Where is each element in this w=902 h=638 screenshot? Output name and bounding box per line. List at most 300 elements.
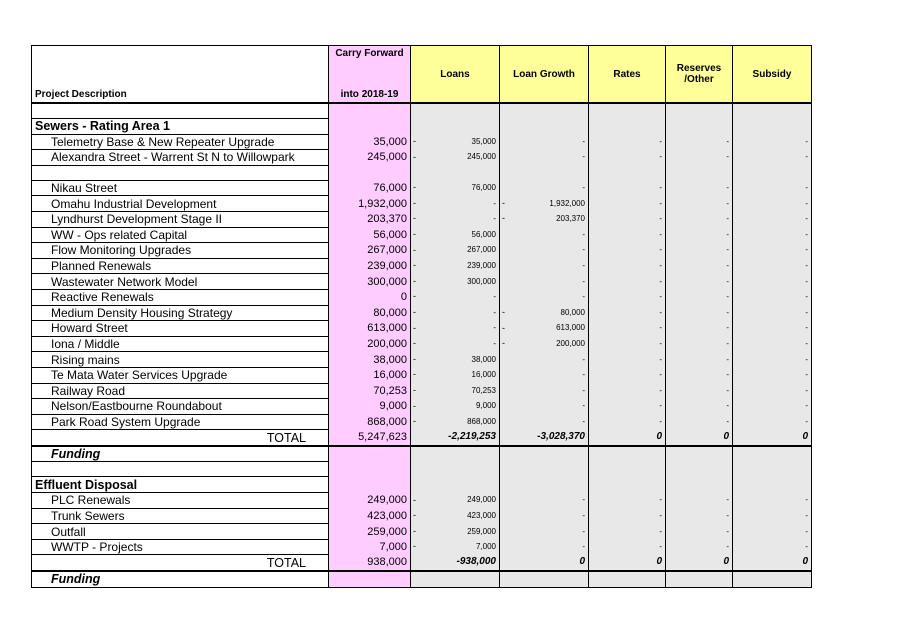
rates-value-value: - bbox=[659, 339, 662, 349]
loans-value-value: 70,253 bbox=[471, 385, 496, 395]
rates-value bbox=[589, 289, 666, 305]
rates-value-value: - bbox=[659, 385, 662, 395]
loan-growth-value bbox=[500, 508, 589, 524]
blank-grey-cell bbox=[500, 462, 589, 477]
loans-value bbox=[411, 524, 500, 540]
total-rates: 0 bbox=[589, 555, 666, 571]
blank-grey-cell bbox=[666, 462, 733, 477]
loans-value-value: 300,000 bbox=[467, 276, 496, 286]
leading-dash: - bbox=[413, 260, 416, 271]
funding-grey-cell bbox=[666, 446, 733, 462]
table-row bbox=[32, 150, 812, 166]
table-body bbox=[32, 103, 812, 587]
reserves-value-value: - bbox=[726, 526, 729, 536]
project-description: Park Road System Upgrade bbox=[32, 414, 329, 430]
loan-growth-value bbox=[500, 539, 589, 555]
rates-value-value: - bbox=[659, 354, 662, 364]
funding-cf-cell bbox=[329, 446, 411, 462]
table-row bbox=[32, 383, 812, 399]
loans-value bbox=[411, 289, 500, 305]
loan-growth-value-value: 203,370 bbox=[556, 214, 585, 224]
rates-value bbox=[589, 524, 666, 540]
section-cf-cell bbox=[329, 119, 411, 135]
reserves-value-value: - bbox=[726, 214, 729, 224]
blank-grey-cell bbox=[589, 462, 666, 477]
loans-value-value: 249,000 bbox=[467, 495, 496, 505]
project-description: Wastewater Network Model bbox=[32, 274, 329, 290]
carry-forward-value: 423,000 bbox=[329, 508, 411, 524]
subsidy-value bbox=[733, 211, 812, 227]
subsidy-value-value: - bbox=[805, 416, 808, 426]
subsidy-value-value: - bbox=[805, 510, 808, 520]
loans-value-value: 35,000 bbox=[471, 136, 496, 146]
loans-value-value: 239,000 bbox=[467, 261, 496, 271]
subsidy-value-value: - bbox=[805, 323, 808, 333]
table-row bbox=[32, 508, 812, 524]
rates-value-value: - bbox=[659, 276, 662, 286]
table-row bbox=[32, 305, 812, 321]
rates-value bbox=[589, 196, 666, 212]
reserves-value-value: - bbox=[726, 510, 729, 520]
reserves-value-value: - bbox=[726, 229, 729, 239]
rates-value-value: - bbox=[659, 416, 662, 426]
loan-growth-value bbox=[500, 196, 589, 212]
reserves-value bbox=[666, 196, 733, 212]
section-grey-cell bbox=[733, 119, 812, 135]
section-grey-cell bbox=[666, 477, 733, 493]
loans-value bbox=[411, 321, 500, 337]
loan-growth-value-value: - bbox=[582, 229, 585, 239]
loan-growth-value-value: - bbox=[582, 401, 585, 411]
loan-growth-value bbox=[500, 289, 589, 305]
loans-value-value: - bbox=[493, 292, 496, 302]
project-description: WW - Ops related Capital bbox=[32, 227, 329, 243]
rates-value bbox=[589, 383, 666, 399]
rates-value bbox=[589, 321, 666, 337]
funding-grey-cell bbox=[500, 446, 589, 462]
leading-dash: - bbox=[413, 136, 416, 147]
loans-value bbox=[411, 180, 500, 196]
table-row bbox=[32, 258, 812, 274]
loans-value bbox=[411, 134, 500, 150]
leading-dash: - bbox=[413, 353, 416, 364]
leading-dash: - bbox=[413, 369, 416, 380]
rates-value-value: - bbox=[659, 229, 662, 239]
carry-forward-value: 203,370 bbox=[329, 211, 411, 227]
blank-grey-cell bbox=[666, 165, 733, 180]
reserves-value bbox=[666, 258, 733, 274]
project-description: Iona / Middle bbox=[32, 336, 329, 352]
loan-growth-value-value: 200,000 bbox=[556, 339, 585, 349]
loan-growth-value-value: - bbox=[582, 152, 585, 162]
table-row bbox=[32, 414, 812, 430]
reserves-value-value: - bbox=[726, 136, 729, 146]
loans-value-value: - bbox=[493, 307, 496, 317]
subsidy-value-value: - bbox=[805, 354, 808, 364]
carry-forward-value: 259,000 bbox=[329, 524, 411, 540]
table-row bbox=[32, 227, 812, 243]
total-loans: -2,219,253 bbox=[411, 430, 500, 446]
capital-projects-table bbox=[31, 45, 812, 588]
project-description: Omahu Industrial Development bbox=[32, 196, 329, 212]
table-row bbox=[32, 289, 812, 305]
reserves-value-value: - bbox=[726, 416, 729, 426]
table-row bbox=[32, 211, 812, 227]
rates-value-value: - bbox=[659, 323, 662, 333]
project-description: Rising mains bbox=[32, 352, 329, 368]
leading-dash: - bbox=[413, 385, 416, 395]
funding-grey-cell bbox=[733, 446, 812, 462]
subsidy-value-value: - bbox=[805, 198, 808, 208]
blank-grey-cell bbox=[733, 165, 812, 180]
subsidy-value-value: - bbox=[805, 339, 808, 349]
subsidy-value bbox=[733, 227, 812, 243]
loans-value bbox=[411, 508, 500, 524]
table-row bbox=[32, 134, 812, 150]
reserves-value-value: - bbox=[726, 292, 729, 302]
rates-value bbox=[589, 134, 666, 150]
leading-dash: - bbox=[413, 182, 416, 193]
rates-value bbox=[589, 336, 666, 352]
section-heading-row bbox=[32, 119, 812, 135]
loan-growth-value-value: - bbox=[582, 183, 585, 193]
loans-value-value: 423,000 bbox=[467, 510, 496, 520]
table-row bbox=[32, 243, 812, 259]
rates-value bbox=[589, 243, 666, 259]
leading-dash: - bbox=[413, 197, 416, 208]
subsidy-value-value: - bbox=[805, 307, 808, 317]
loans-value bbox=[411, 274, 500, 290]
carry-forward-value: 70,253 bbox=[329, 383, 411, 399]
reserves-value-value: - bbox=[726, 261, 729, 271]
loan-growth-value-value: - bbox=[582, 292, 585, 302]
subsidy-value bbox=[733, 134, 812, 150]
header-carry-forward-line2: into 2018-19 bbox=[340, 89, 399, 100]
section-grey-cell bbox=[411, 477, 500, 493]
carry-forward-value: 38,000 bbox=[329, 352, 411, 368]
gap-row bbox=[32, 165, 812, 180]
loan-growth-value bbox=[500, 227, 589, 243]
loans-value-value: 38,000 bbox=[471, 354, 496, 364]
funding-label: Funding bbox=[32, 446, 329, 462]
carry-forward-value: 7,000 bbox=[329, 539, 411, 555]
rates-value-value: - bbox=[659, 542, 662, 552]
funding-label: Funding bbox=[32, 571, 329, 587]
carry-forward-value: 9,000 bbox=[329, 399, 411, 415]
table-row bbox=[32, 336, 812, 352]
loans-value-value: 16,000 bbox=[471, 370, 496, 380]
carry-forward-value: 1,932,000 bbox=[329, 196, 411, 212]
reserves-value-value: - bbox=[726, 370, 729, 380]
table-row bbox=[32, 524, 812, 540]
subsidy-value-value: - bbox=[805, 152, 808, 162]
funding-row bbox=[32, 571, 812, 587]
carry-forward-value: 0 bbox=[329, 289, 411, 305]
table-row bbox=[32, 539, 812, 555]
loans-value bbox=[411, 383, 500, 399]
blank-desc-cell bbox=[32, 165, 329, 180]
leading-dash: - bbox=[502, 338, 505, 349]
subsidy-value bbox=[733, 399, 812, 415]
loans-value bbox=[411, 305, 500, 321]
subsidy-value bbox=[733, 352, 812, 368]
loans-value bbox=[411, 243, 500, 259]
section-grey-cell bbox=[733, 477, 812, 493]
total-label: TOTAL bbox=[32, 555, 329, 571]
carry-forward-value: 16,000 bbox=[329, 367, 411, 383]
reserves-value bbox=[666, 134, 733, 150]
subsidy-value bbox=[733, 180, 812, 196]
subsidy-value-value: - bbox=[805, 245, 808, 255]
budget-sheet bbox=[31, 45, 811, 588]
funding-grey-cell bbox=[411, 446, 500, 462]
rates-value-value: - bbox=[659, 307, 662, 317]
blank-desc-cell bbox=[32, 103, 329, 119]
section-grey-cell bbox=[666, 119, 733, 135]
subsidy-value bbox=[733, 243, 812, 259]
loan-growth-value-value: 613,000 bbox=[556, 323, 585, 333]
loan-growth-value bbox=[500, 211, 589, 227]
rates-value bbox=[589, 274, 666, 290]
loan-growth-value bbox=[500, 383, 589, 399]
loans-value bbox=[411, 539, 500, 555]
loans-value-value: 259,000 bbox=[467, 526, 496, 536]
reserves-value-value: - bbox=[726, 307, 729, 317]
carry-forward-value: 868,000 bbox=[329, 414, 411, 430]
leading-dash: - bbox=[502, 322, 505, 333]
subsidy-value-value: - bbox=[805, 183, 808, 193]
carry-forward-value: 249,000 bbox=[329, 493, 411, 509]
subsidy-value bbox=[733, 196, 812, 212]
carry-forward-value: 56,000 bbox=[329, 227, 411, 243]
project-description: WWTP - Projects bbox=[32, 539, 329, 555]
total-reserves: 0 bbox=[666, 555, 733, 571]
loan-growth-value bbox=[500, 524, 589, 540]
blank-desc-cell bbox=[32, 462, 329, 477]
project-description: Nelson/Eastbourne Roundabout bbox=[32, 399, 329, 415]
rates-value bbox=[589, 211, 666, 227]
loan-growth-value-value: - bbox=[582, 510, 585, 520]
subsidy-value-value: - bbox=[805, 542, 808, 552]
header-reserves-other bbox=[666, 46, 733, 104]
section-grey-cell bbox=[589, 119, 666, 135]
subsidy-value bbox=[733, 258, 812, 274]
funding-grey-cell bbox=[411, 571, 500, 587]
funding-grey-cell bbox=[589, 446, 666, 462]
reserves-value bbox=[666, 243, 733, 259]
subsidy-value-value: - bbox=[805, 214, 808, 224]
section-title: Effluent Disposal bbox=[32, 477, 329, 493]
loan-growth-value bbox=[500, 493, 589, 509]
rates-value bbox=[589, 539, 666, 555]
loans-value-value: 7,000 bbox=[475, 542, 496, 552]
subsidy-value bbox=[733, 274, 812, 290]
rates-value-value: - bbox=[659, 495, 662, 505]
loan-growth-value-value: - bbox=[582, 136, 585, 146]
subsidy-value bbox=[733, 539, 812, 555]
carry-forward-value: 200,000 bbox=[329, 336, 411, 352]
loans-value-value: 267,000 bbox=[467, 245, 496, 255]
leading-dash: - bbox=[413, 291, 416, 302]
project-description: Lyndhurst Development Stage II bbox=[32, 211, 329, 227]
total-row bbox=[32, 430, 812, 446]
reserves-value-value: - bbox=[726, 323, 729, 333]
spacer-row bbox=[32, 462, 812, 477]
loans-value-value: 76,000 bbox=[471, 183, 496, 193]
subsidy-value-value: - bbox=[805, 136, 808, 146]
subsidy-value-value: - bbox=[805, 261, 808, 271]
reserves-value-value: - bbox=[726, 401, 729, 411]
blank-cf-cell bbox=[329, 165, 411, 180]
leading-dash: - bbox=[413, 416, 416, 427]
loans-value-value: 9,000 bbox=[475, 401, 496, 411]
subsidy-value bbox=[733, 493, 812, 509]
funding-grey-cell bbox=[500, 571, 589, 587]
header-carry-forward bbox=[329, 46, 411, 104]
loan-growth-value-value: - bbox=[582, 370, 585, 380]
funding-row bbox=[32, 446, 812, 462]
subsidy-value bbox=[733, 289, 812, 305]
subsidy-value-value: - bbox=[805, 526, 808, 536]
project-description: Nikau Street bbox=[32, 180, 329, 196]
reserves-value-value: - bbox=[726, 542, 729, 552]
blank-grey-cell bbox=[589, 165, 666, 180]
blank-grey-cell bbox=[666, 103, 733, 119]
leading-dash: - bbox=[413, 322, 416, 333]
total-rates: 0 bbox=[589, 430, 666, 446]
loans-value bbox=[411, 150, 500, 166]
header-loan-growth: Loan Growth bbox=[500, 46, 589, 104]
reserves-value-value: - bbox=[726, 354, 729, 364]
rates-value bbox=[589, 305, 666, 321]
rates-value-value: - bbox=[659, 152, 662, 162]
table-row bbox=[32, 493, 812, 509]
blank-grey-cell bbox=[500, 103, 589, 119]
loan-growth-value bbox=[500, 150, 589, 166]
leading-dash: - bbox=[413, 275, 416, 286]
leading-dash: - bbox=[502, 307, 505, 318]
project-description: Planned Renewals bbox=[32, 258, 329, 274]
loans-value bbox=[411, 211, 500, 227]
table-row bbox=[32, 321, 812, 337]
reserves-value-value: - bbox=[726, 339, 729, 349]
carry-forward-value: 76,000 bbox=[329, 180, 411, 196]
rates-value-value: - bbox=[659, 370, 662, 380]
reserves-value bbox=[666, 539, 733, 555]
rates-value-value: - bbox=[659, 401, 662, 411]
header-row bbox=[32, 46, 812, 104]
loan-growth-value-value: - bbox=[582, 526, 585, 536]
total-loan-growth: -3,028,370 bbox=[500, 430, 589, 446]
rates-value bbox=[589, 508, 666, 524]
reserves-value bbox=[666, 352, 733, 368]
reserves-value-value: - bbox=[726, 198, 729, 208]
leading-dash: - bbox=[413, 229, 416, 240]
project-description: Alexandra Street - Warrent St N to Willowpark bbox=[32, 150, 329, 166]
leading-dash: - bbox=[413, 510, 416, 521]
blank-cf-cell bbox=[329, 103, 411, 119]
carry-forward-value: 613,000 bbox=[329, 321, 411, 337]
section-grey-cell bbox=[411, 119, 500, 135]
section-cf-cell bbox=[329, 477, 411, 493]
loans-value-value: - bbox=[493, 214, 496, 224]
rates-value bbox=[589, 367, 666, 383]
rates-value bbox=[589, 414, 666, 430]
rates-value-value: - bbox=[659, 245, 662, 255]
header-rates: Rates bbox=[589, 46, 666, 104]
total-loans: -938,000 bbox=[411, 555, 500, 571]
project-description: Railway Road bbox=[32, 383, 329, 399]
subsidy-value bbox=[733, 414, 812, 430]
loans-value-value: - bbox=[493, 198, 496, 208]
loan-growth-value bbox=[500, 399, 589, 415]
loans-value bbox=[411, 336, 500, 352]
total-reserves: 0 bbox=[666, 430, 733, 446]
blank-grey-cell bbox=[411, 165, 500, 180]
loans-value-value: 868,000 bbox=[467, 416, 496, 426]
subsidy-value bbox=[733, 383, 812, 399]
reserves-value-value: - bbox=[726, 385, 729, 395]
reserves-value bbox=[666, 367, 733, 383]
reserves-value-value: - bbox=[726, 276, 729, 286]
leading-dash: - bbox=[413, 307, 416, 318]
project-description: Howard Street bbox=[32, 321, 329, 337]
reserves-value bbox=[666, 336, 733, 352]
loan-growth-value-value: - bbox=[582, 354, 585, 364]
project-description: Outfall bbox=[32, 524, 329, 540]
subsidy-value bbox=[733, 367, 812, 383]
total-row bbox=[32, 555, 812, 571]
loan-growth-value-value: - bbox=[582, 416, 585, 426]
section-grey-cell bbox=[500, 119, 589, 135]
project-description: Flow Monitoring Upgrades bbox=[32, 243, 329, 259]
loan-growth-value-value: - bbox=[582, 542, 585, 552]
rates-value-value: - bbox=[659, 292, 662, 302]
table-row bbox=[32, 196, 812, 212]
funding-grey-cell bbox=[589, 571, 666, 587]
reserves-value bbox=[666, 180, 733, 196]
table-row bbox=[32, 180, 812, 196]
loan-growth-value-value: - bbox=[582, 245, 585, 255]
leading-dash: - bbox=[502, 197, 505, 208]
funding-grey-cell bbox=[733, 571, 812, 587]
blank-grey-cell bbox=[733, 103, 812, 119]
carry-forward-value: 35,000 bbox=[329, 134, 411, 150]
loan-growth-value-value: - bbox=[582, 495, 585, 505]
loan-growth-value bbox=[500, 367, 589, 383]
reserves-value bbox=[666, 227, 733, 243]
reserves-value-value: - bbox=[726, 152, 729, 162]
loan-growth-value bbox=[500, 274, 589, 290]
reserves-value bbox=[666, 289, 733, 305]
reserves-value bbox=[666, 150, 733, 166]
carry-forward-value: 267,000 bbox=[329, 243, 411, 259]
loans-value bbox=[411, 258, 500, 274]
section-heading-row bbox=[32, 477, 812, 493]
subsidy-value bbox=[733, 524, 812, 540]
leading-dash: - bbox=[413, 244, 416, 255]
project-description: Trunk Sewers bbox=[32, 508, 329, 524]
rates-value-value: - bbox=[659, 214, 662, 224]
total-carry-forward: 5,247,623 bbox=[329, 430, 411, 446]
reserves-value-value: - bbox=[726, 495, 729, 505]
rates-value bbox=[589, 493, 666, 509]
reserves-value bbox=[666, 321, 733, 337]
reserves-value bbox=[666, 274, 733, 290]
loan-growth-value bbox=[500, 321, 589, 337]
reserves-value bbox=[666, 211, 733, 227]
subsidy-value bbox=[733, 321, 812, 337]
